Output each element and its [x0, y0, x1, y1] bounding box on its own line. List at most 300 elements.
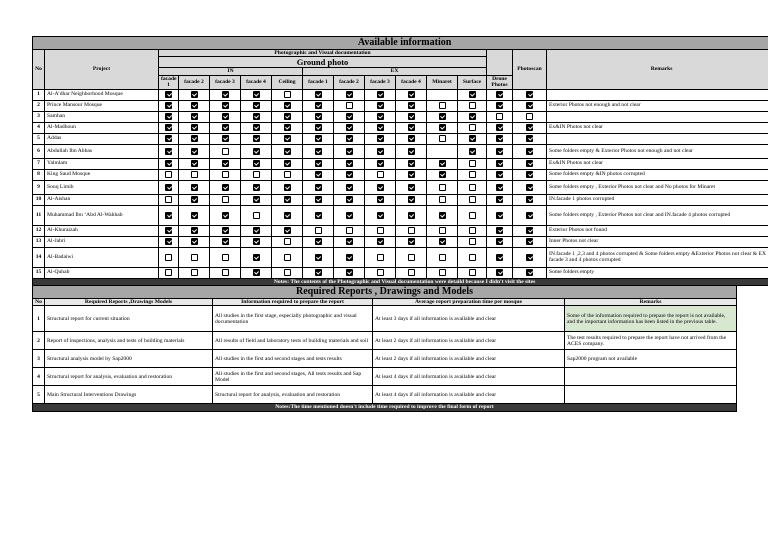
checkbox-checked-icon[interactable] — [496, 171, 503, 178]
checkbox-checked-icon[interactable] — [284, 160, 291, 167]
remarks-cell — [565, 386, 737, 404]
checkbox-checked-icon[interactable] — [191, 113, 198, 120]
document-sheet — [32, 36, 767, 412]
checkbox-checked-icon[interactable] — [222, 91, 229, 98]
checkbox-checked-icon[interactable] — [222, 113, 229, 120]
subcol-header: facade 3 — [210, 75, 241, 89]
checkbox-checked-icon[interactable] — [315, 184, 322, 191]
check-cell — [241, 89, 272, 100]
checkbox-checked-icon[interactable] — [191, 135, 198, 142]
check-cell — [179, 267, 210, 278]
check-cell — [210, 236, 241, 247]
check-cell — [159, 158, 179, 169]
checkbox-checked-icon[interactable] — [408, 135, 415, 142]
check-cell — [334, 194, 365, 205]
checkbox-checked-icon[interactable] — [439, 238, 446, 245]
checkbox-checked-icon[interactable] — [346, 212, 353, 219]
check-cell — [272, 205, 303, 225]
check-cell — [272, 144, 303, 158]
check-cell — [334, 205, 365, 225]
checkbox-checked-icon[interactable] — [408, 184, 415, 191]
check-cell — [159, 247, 179, 267]
checkbox-checked-icon[interactable] — [315, 135, 322, 142]
check-cell — [365, 194, 396, 205]
check-cell — [303, 122, 334, 133]
checkbox-checked-icon[interactable] — [526, 212, 533, 219]
checkbox-checked-icon[interactable] — [408, 124, 415, 131]
checkbox-checked-icon[interactable] — [165, 238, 172, 245]
checkbox-checked-icon[interactable] — [496, 196, 503, 203]
check-cell — [427, 236, 458, 247]
checkbox-checked-icon[interactable] — [253, 113, 260, 120]
remarks-cell: IN.facade 1 ,2,3 and 4 photos corrupted & Some folders empty &Exterior Photos not clear & EX facade 3 and 4 photos corrupted — [547, 247, 768, 267]
checkbox-checked-icon[interactable] — [496, 238, 503, 245]
check-cell — [159, 111, 179, 122]
checkbox-empty-icon[interactable] — [165, 171, 172, 178]
checkbox-checked-icon[interactable] — [346, 196, 353, 203]
check-cell — [487, 144, 513, 158]
checkbox-empty-icon[interactable] — [377, 227, 384, 234]
checkbox-checked-icon[interactable] — [315, 124, 322, 131]
checkbox-checked-icon[interactable] — [346, 160, 353, 167]
subcol-header: facade 4 — [396, 75, 427, 89]
checkbox-empty-icon[interactable] — [222, 254, 229, 261]
checkbox-checked-icon[interactable] — [496, 160, 503, 167]
checkbox-empty-icon[interactable] — [315, 227, 322, 234]
checkbox-empty-icon[interactable] — [346, 227, 353, 234]
checkbox-checked-icon[interactable] — [253, 254, 260, 261]
subcol-header: facade 1 — [303, 75, 334, 89]
check-cell — [303, 100, 334, 111]
remarks-cell: Some folders empty & Exterior Photos not enough and not clear — [547, 144, 768, 158]
check-cell — [159, 133, 179, 144]
checkbox-checked-icon[interactable] — [408, 91, 415, 98]
check-cell — [487, 89, 513, 100]
check-cell — [513, 158, 547, 169]
checkbox-empty-icon[interactable] — [439, 184, 446, 191]
checkbox-empty-icon[interactable] — [469, 254, 476, 261]
checkbox-checked-icon[interactable] — [315, 148, 322, 155]
checkbox-empty-icon[interactable] — [439, 254, 446, 261]
checkbox-checked-icon[interactable] — [253, 102, 260, 109]
checkbox-empty-icon[interactable] — [469, 102, 476, 109]
check-cell — [458, 169, 487, 180]
checkbox-checked-icon[interactable] — [222, 135, 229, 142]
checkbox-checked-icon[interactable] — [346, 171, 353, 178]
required-reports-title: Required Reports , Drawings and Models — [33, 286, 737, 299]
remarks-cell: Some folders empty , Exterior Photos not clear and No photos for Minaret — [547, 180, 768, 194]
checkbox-checked-icon[interactable] — [408, 212, 415, 219]
checkbox-checked-icon[interactable] — [439, 171, 446, 178]
checkbox-checked-icon[interactable] — [346, 135, 353, 142]
checkbox-checked-icon[interactable] — [496, 227, 503, 234]
checkbox-checked-icon[interactable] — [191, 238, 198, 245]
checkbox-checked-icon[interactable] — [377, 91, 384, 98]
checkbox-checked-icon[interactable] — [377, 135, 384, 142]
check-cell — [487, 236, 513, 247]
checkbox-checked-icon[interactable] — [165, 148, 172, 155]
check-cell — [487, 247, 513, 267]
checkbox-checked-icon[interactable] — [253, 196, 260, 203]
checkbox-checked-icon[interactable] — [346, 113, 353, 120]
checkbox-empty-icon[interactable] — [191, 171, 198, 178]
check-cell — [334, 133, 365, 144]
checkbox-empty-icon[interactable] — [222, 196, 229, 203]
check-cell — [334, 158, 365, 169]
checkbox-empty-icon[interactable] — [439, 102, 446, 109]
checkbox-empty-icon[interactable] — [469, 124, 476, 131]
check-cell — [487, 194, 513, 205]
checkbox-checked-icon[interactable] — [377, 124, 384, 131]
check-cell — [365, 133, 396, 144]
checkbox-checked-icon[interactable] — [496, 135, 503, 142]
checkbox-empty-icon[interactable] — [408, 227, 415, 234]
checkbox-checked-icon[interactable] — [346, 238, 353, 245]
checkbox-checked-icon[interactable] — [346, 184, 353, 191]
checkbox-checked-icon[interactable] — [408, 148, 415, 155]
checkbox-checked-icon[interactable] — [191, 148, 198, 155]
checkbox-empty-icon[interactable] — [346, 102, 353, 109]
checkbox-empty-icon[interactable] — [284, 254, 291, 261]
checkbox-checked-icon[interactable] — [315, 102, 322, 109]
checkbox-checked-icon[interactable] — [284, 196, 291, 203]
checkbox-empty-icon[interactable] — [439, 196, 446, 203]
checkbox-checked-icon[interactable] — [253, 91, 260, 98]
checkbox-checked-icon[interactable] — [377, 184, 384, 191]
remarks-cell: IN.facade 1 photos corrupted — [547, 194, 768, 205]
checkbox-empty-icon[interactable] — [469, 160, 476, 167]
checkbox-checked-icon[interactable] — [222, 227, 229, 234]
checkbox-checked-icon[interactable] — [526, 124, 533, 131]
checkbox-checked-icon[interactable] — [284, 102, 291, 109]
col-remarks-header: Remarks — [547, 50, 768, 90]
checkbox-checked-icon[interactable] — [469, 148, 476, 155]
checkbox-checked-icon[interactable] — [284, 148, 291, 155]
check-cell — [210, 89, 241, 100]
checkbox-checked-icon[interactable] — [526, 148, 533, 155]
checkbox-checked-icon[interactable] — [346, 254, 353, 261]
check-cell — [210, 180, 241, 194]
checkbox-checked-icon[interactable] — [191, 91, 198, 98]
checkbox-checked-icon[interactable] — [315, 160, 322, 167]
preparation-time: At least 4 days if all information is available and clear — [373, 386, 565, 404]
checkbox-checked-icon[interactable] — [315, 238, 322, 245]
checkbox-checked-icon[interactable] — [377, 212, 384, 219]
row-number: 10 — [33, 194, 45, 205]
check-cell — [210, 169, 241, 180]
check-cell — [241, 122, 272, 133]
check-cell — [303, 236, 334, 247]
checkbox-checked-icon[interactable] — [165, 124, 172, 131]
checkbox-checked-icon[interactable] — [253, 269, 260, 276]
checkbox-checked-icon[interactable] — [526, 91, 533, 98]
check-cell — [179, 100, 210, 111]
checkbox-checked-icon[interactable] — [222, 102, 229, 109]
checkbox-checked-icon[interactable] — [253, 184, 260, 191]
checkbox-checked-icon[interactable] — [222, 238, 229, 245]
check-cell — [210, 267, 241, 278]
checkbox-empty-icon[interactable] — [191, 254, 198, 261]
checkbox-empty-icon[interactable] — [253, 212, 260, 219]
checkbox-empty-icon[interactable] — [408, 269, 415, 276]
checkbox-checked-icon[interactable] — [191, 196, 198, 203]
checkbox-checked-icon[interactable] — [496, 269, 503, 276]
checkbox-checked-icon[interactable] — [408, 102, 415, 109]
checkbox-checked-icon[interactable] — [526, 227, 533, 234]
checkbox-empty-icon[interactable] — [439, 135, 446, 142]
checkbox-checked-icon[interactable] — [408, 171, 415, 178]
checkbox-checked-icon[interactable] — [496, 148, 503, 155]
checkbox-empty-icon[interactable] — [377, 269, 384, 276]
checkbox-checked-icon[interactable] — [526, 254, 533, 261]
checkbox-empty-icon[interactable] — [408, 254, 415, 261]
checkbox-checked-icon[interactable] — [526, 196, 533, 203]
check-cell — [179, 236, 210, 247]
checkbox-checked-icon[interactable] — [222, 184, 229, 191]
checkbox-checked-icon[interactable] — [408, 160, 415, 167]
project-name: Al-Jabri — [45, 236, 159, 247]
checkbox-empty-icon[interactable] — [222, 269, 229, 276]
check-cell — [303, 180, 334, 194]
available-information-table — [32, 36, 768, 286]
checkbox-empty-icon[interactable] — [469, 238, 476, 245]
checkbox-checked-icon[interactable] — [346, 91, 353, 98]
check-cell — [159, 236, 179, 247]
checkbox-checked-icon[interactable] — [253, 124, 260, 131]
check-cell — [272, 267, 303, 278]
checkbox-checked-icon[interactable] — [408, 238, 415, 245]
checkbox-checked-icon[interactable] — [284, 227, 291, 234]
checkbox-empty-icon[interactable] — [469, 227, 476, 234]
col-drone-header: Drone Photos — [487, 75, 513, 89]
checkbox-empty-icon[interactable] — [253, 171, 260, 178]
checkbox-checked-icon[interactable] — [408, 113, 415, 120]
checkbox-checked-icon[interactable] — [526, 102, 533, 109]
check-cell — [303, 194, 334, 205]
checkbox-checked-icon[interactable] — [315, 91, 322, 98]
check-cell — [458, 180, 487, 194]
check-cell — [334, 169, 365, 180]
project-name: Al-Madhoun — [45, 122, 159, 133]
checkbox-checked-icon[interactable] — [222, 160, 229, 167]
checkbox-checked-icon[interactable] — [346, 269, 353, 276]
checkbox-checked-icon[interactable] — [377, 160, 384, 167]
checkbox-checked-icon[interactable] — [439, 113, 446, 120]
checkbox-checked-icon[interactable] — [377, 102, 384, 109]
checkbox-empty-icon[interactable] — [222, 148, 229, 155]
checkbox-checked-icon[interactable] — [253, 238, 260, 245]
check-cell — [396, 194, 427, 205]
checkbox-checked-icon[interactable] — [165, 113, 172, 120]
checkbox-checked-icon[interactable] — [284, 212, 291, 219]
bottom-notes-bar: Notes:The time mentioned doesn't include time required to improve the final form of report — [33, 404, 737, 411]
checkbox-checked-icon[interactable] — [253, 160, 260, 167]
checkbox-checked-icon[interactable] — [165, 227, 172, 234]
checkbox-checked-icon[interactable] — [165, 102, 172, 109]
checkbox-checked-icon[interactable] — [377, 113, 384, 120]
checkbox-checked-icon[interactable] — [253, 135, 260, 142]
checkbox-checked-icon[interactable] — [165, 160, 172, 167]
row-number: 3 — [33, 111, 45, 122]
checkbox-checked-icon[interactable] — [165, 91, 172, 98]
check-cell — [210, 111, 241, 122]
checkbox-checked-icon[interactable] — [191, 184, 198, 191]
row-number: 12 — [33, 225, 45, 236]
remarks-cell: Some folders empty &IN photos corrupted — [547, 169, 768, 180]
checkbox-checked-icon[interactable] — [496, 254, 503, 261]
checkbox-checked-icon[interactable] — [469, 91, 476, 98]
checkbox-checked-icon[interactable] — [526, 135, 533, 142]
check-cell — [210, 225, 241, 236]
row-number: 3 — [33, 350, 45, 368]
checkbox-checked-icon[interactable] — [165, 135, 172, 142]
check-cell — [365, 205, 396, 225]
col-time-header: Average report preparation time per mosque — [373, 299, 565, 306]
checkbox-checked-icon[interactable] — [377, 238, 384, 245]
checkbox-checked-icon[interactable] — [408, 196, 415, 203]
report-name: Report of inspections, analysis and tests of building materials — [45, 332, 213, 350]
check-cell — [365, 100, 396, 111]
checkbox-checked-icon[interactable] — [377, 196, 384, 203]
checkbox-empty-icon[interactable] — [377, 171, 384, 178]
checkbox-checked-icon[interactable] — [469, 113, 476, 120]
checkbox-checked-icon[interactable] — [496, 124, 503, 131]
check-cell — [303, 205, 334, 225]
remarks-cell: Some folders empty — [547, 267, 768, 278]
checkbox-checked-icon[interactable] — [253, 227, 260, 234]
check-cell — [487, 158, 513, 169]
checkbox-empty-icon[interactable] — [165, 254, 172, 261]
check-cell — [334, 111, 365, 122]
check-cell — [458, 225, 487, 236]
project-name: Al-Badaiwi — [45, 247, 159, 267]
check-cell — [427, 111, 458, 122]
checkbox-empty-icon[interactable] — [469, 184, 476, 191]
remarks-cell — [565, 368, 737, 386]
checkbox-checked-icon[interactable] — [346, 148, 353, 155]
check-cell — [396, 100, 427, 111]
checkbox-empty-icon[interactable] — [439, 269, 446, 276]
checkbox-checked-icon[interactable] — [315, 196, 322, 203]
subcol-header: facade 3 — [365, 75, 396, 89]
checkbox-checked-icon[interactable] — [526, 184, 533, 191]
checkbox-empty-icon[interactable] — [284, 269, 291, 276]
check-cell — [365, 169, 396, 180]
checkbox-checked-icon[interactable] — [165, 212, 172, 219]
checkbox-checked-icon[interactable] — [284, 113, 291, 120]
check-cell — [303, 267, 334, 278]
checkbox-checked-icon[interactable] — [191, 124, 198, 131]
checkbox-checked-icon[interactable] — [377, 148, 384, 155]
check-cell — [427, 247, 458, 267]
checkbox-checked-icon[interactable] — [315, 254, 322, 261]
checkbox-checked-icon[interactable] — [526, 269, 533, 276]
checkbox-empty-icon[interactable] — [284, 91, 291, 98]
row-number: 5 — [33, 386, 45, 404]
checkbox-checked-icon[interactable] — [496, 102, 503, 109]
checkbox-checked-icon[interactable] — [439, 160, 446, 167]
checkbox-checked-icon[interactable] — [346, 124, 353, 131]
remarks-cell: Exterior Photos not found — [547, 225, 768, 236]
checkbox-checked-icon[interactable] — [191, 102, 198, 109]
check-cell — [179, 158, 210, 169]
check-cell — [179, 205, 210, 225]
checkbox-empty-icon[interactable] — [191, 269, 198, 276]
checkbox-empty-icon[interactable] — [469, 196, 476, 203]
table-row — [33, 267, 768, 278]
checkbox-empty-icon[interactable] — [377, 254, 384, 261]
checkbox-checked-icon[interactable] — [191, 227, 198, 234]
remarks-cell — [547, 111, 768, 122]
subcol-header: Surface — [458, 75, 487, 89]
preparation-time: At least 3 days if all information is available and clear — [373, 306, 565, 332]
table-row — [33, 205, 768, 225]
checkbox-empty-icon[interactable] — [284, 171, 291, 178]
checkbox-empty-icon[interactable] — [165, 269, 172, 276]
check-cell — [241, 180, 272, 194]
checkbox-empty-icon[interactable] — [222, 171, 229, 178]
checkbox-empty-icon[interactable] — [439, 227, 446, 234]
check-cell — [241, 225, 272, 236]
checkbox-checked-icon[interactable] — [284, 135, 291, 142]
checkbox-empty-icon[interactable] — [469, 269, 476, 276]
check-cell — [272, 180, 303, 194]
checkbox-checked-icon[interactable] — [496, 212, 503, 219]
check-cell — [365, 122, 396, 133]
checkbox-checked-icon[interactable] — [526, 238, 533, 245]
check-cell — [458, 100, 487, 111]
checkbox-checked-icon[interactable] — [284, 184, 291, 191]
checkbox-empty-icon[interactable] — [469, 212, 476, 219]
checkbox-checked-icon[interactable] — [165, 184, 172, 191]
checkbox-checked-icon[interactable] — [222, 212, 229, 219]
checkbox-checked-icon[interactable] — [439, 124, 446, 131]
checkbox-checked-icon[interactable] — [526, 160, 533, 167]
checkbox-checked-icon[interactable] — [496, 184, 503, 191]
checkbox-checked-icon[interactable] — [439, 212, 446, 219]
checkbox-empty-icon[interactable] — [526, 113, 533, 120]
project-name: Muhammad Ibn ‘Abd Al-Wahhab — [45, 205, 159, 225]
check-cell — [396, 122, 427, 133]
checkbox-empty-icon[interactable] — [284, 238, 291, 245]
checkbox-empty-icon[interactable] — [165, 196, 172, 203]
row-number: 4 — [33, 122, 45, 133]
checkbox-checked-icon[interactable] — [315, 212, 322, 219]
checkbox-checked-icon[interactable] — [253, 148, 260, 155]
checkbox-empty-icon[interactable] — [496, 113, 503, 120]
checkbox-checked-icon[interactable] — [284, 124, 291, 131]
remarks-cell: Inner Photos not clear — [547, 236, 768, 247]
row-number: 14 — [33, 247, 45, 267]
checkbox-checked-icon[interactable] — [469, 135, 476, 142]
row-number: 1 — [33, 89, 45, 100]
checkbox-checked-icon[interactable] — [526, 171, 533, 178]
remarks-cell: Some of the information required to prepare the report is not available, and the important information has been listed in the previous table. — [565, 306, 737, 332]
check-cell — [334, 225, 365, 236]
check-cell — [396, 89, 427, 100]
checkbox-checked-icon[interactable] — [222, 124, 229, 131]
check-cell — [159, 180, 179, 194]
check-cell — [334, 122, 365, 133]
checkbox-checked-icon[interactable] — [315, 171, 322, 178]
checkbox-checked-icon[interactable] — [315, 113, 322, 120]
checkbox-checked-icon[interactable] — [191, 212, 198, 219]
checkbox-checked-icon[interactable] — [191, 160, 198, 167]
checkbox-empty-icon[interactable] — [469, 171, 476, 178]
table-row — [33, 122, 768, 133]
checkbox-checked-icon[interactable] — [315, 269, 322, 276]
checkbox-checked-icon[interactable] — [496, 91, 503, 98]
